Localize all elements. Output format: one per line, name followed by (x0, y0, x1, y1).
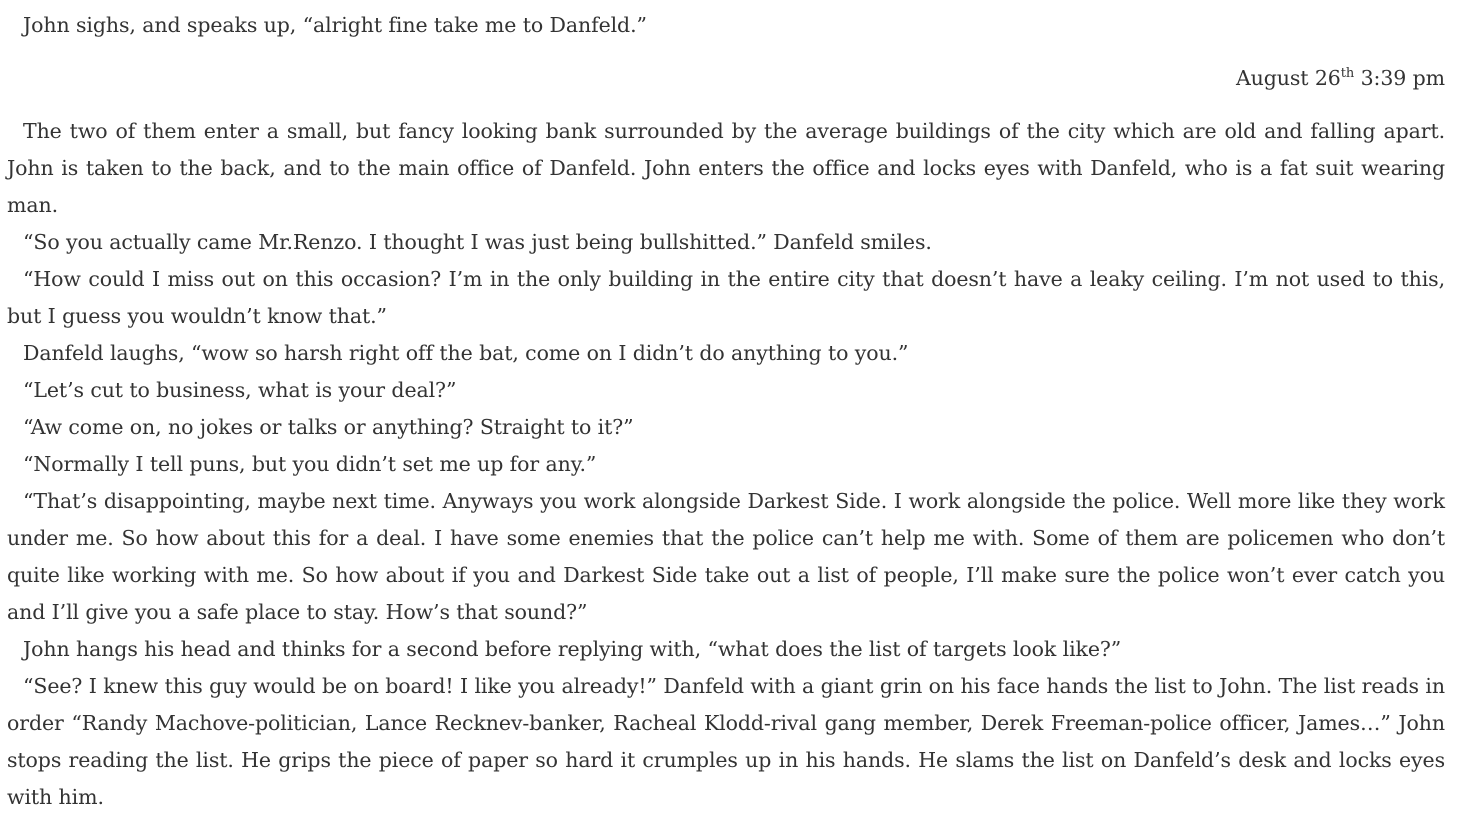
date-time: 3:39 pm (1354, 66, 1445, 90)
date-time-heading (7, 60, 1445, 97)
paragraph-puns: “Normally I tell puns, but you didn’t set me up for any.” (23, 452, 597, 476)
paragraph-cut-to-business: “Let’s cut to business, what is your deal?” (23, 378, 457, 402)
paragraph-danfeld-laughs: Danfeld laughs, “wow so harsh right off the bat, come on I didn’t do anything to you.” (23, 341, 909, 365)
date-ordinal-suffix: th (1340, 66, 1355, 82)
paragraph-bank-entrance: The two of them enter a small, but fancy looking bank surrounded by the average buildings of the city which are old and falling apart. John is taken to the back, and to the main office of Danfeld. John enters the office and locks eyes with Danfeld, who is a fat suit wearing man. (7, 119, 1445, 217)
paragraph-no-jokes: “Aw come on, no jokes or talks or anything? Straight to it?” (23, 415, 634, 439)
paragraph-john-reply-ceiling: “How could I miss out on this occasion? I’m in the only building in the entire city that doesn’t have a leaky ceiling. I’m not used to this, but I guess you wouldn’t know that.” (7, 267, 1445, 328)
date-month-day: August 26 (1235, 66, 1341, 90)
paragraph-john-sighs: John sighs, and speaks up, “alright fine take me to Danfeld.” (23, 13, 647, 37)
paragraph-john-considers: John hangs his head and thinks for a second before replying with, “what does the list of targets look like?” (23, 637, 1122, 661)
story-page (7, 7, 1445, 816)
paragraph-danfeld-greeting: “So you actually came Mr.Renzo. I thought I was just being bullshitted.” Danfeld smiles. (23, 230, 932, 254)
paragraph-deal-offer: “That’s disappointing, maybe next time. Anyways you work alongside Darkest Side. I work alongside the police. Well more like they work under me. So how about this for a deal. I have some enemies that the police can’t help me with. Some of them are policemen who don’t quite like working with me. So how about if you and Darkest Side take out a list of people, I’ll make sure the police won’t ever catch you and I’ll give you a safe place to stay. How’s that sound?” (7, 489, 1445, 624)
paragraph-target-list: “See? I knew this guy would be on board! I like you already!” Danfeld with a giant grin on his face hands the list to John. The list reads in order “Randy Machove-politician, Lance Recknev-banker, Racheal Klodd-rival gang member, Derek Freeman-police officer, James…” John stops reading the list. He grips the piece of paper so hard it crumples up in his hands. He slams the list on Danfeld’s desk and locks eyes with him. (7, 674, 1445, 809)
